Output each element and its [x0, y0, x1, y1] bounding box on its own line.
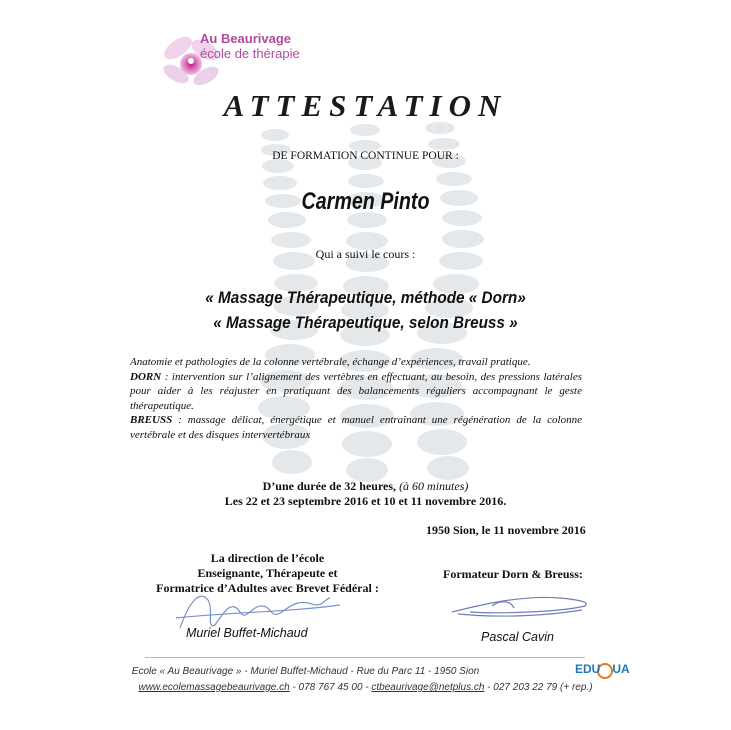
- footer-address: Ecole « Au Beaurivage » - Muriel Buffet-Michaud - Rue du Parc 11 - 1950 Sion: [131, 666, 480, 677]
- signature-pascal: [452, 597, 586, 616]
- website-link[interactable]: www.ecolemassagebeaurivage.ch: [138, 682, 290, 693]
- duration-main: D’une durée de 32 heures,: [262, 479, 397, 493]
- signature-muriel: [176, 596, 340, 628]
- duration-note: (à 60 minutes): [399, 479, 469, 493]
- footer-divider: [145, 657, 585, 658]
- phone-1: - 078 767 45 00 -: [289, 682, 372, 693]
- direction-label: La direction de l’école: [210, 551, 325, 565]
- certificate-subtitle: DE FORMATION CONTINUE POUR :: [272, 150, 459, 162]
- place-date: 1950 Sion, le 11 novembre 2016: [426, 523, 586, 537]
- direction-role: Enseignante, Thérapeute et: [197, 566, 338, 580]
- email-link[interactable]: ctbeaurivage@netplus.ch: [371, 682, 485, 693]
- course-description: [130, 355, 582, 442]
- course-title-2: « Massage Thérapeutique, selon Breuss »: [213, 313, 518, 332]
- breuss-text: : massage délicat, énergétique et manuel entraînant une régénération de la colonne vertébrale et des disques intervertébraux: [130, 414, 582, 441]
- footer-contact: [0, 682, 731, 693]
- eduqua-edu: EDU: [575, 662, 601, 676]
- course-dates: Les 22 et 23 septembre 2016 et 10 et 11 novembre 2016.: [224, 494, 507, 508]
- trainer-label: Formateur Dorn & Breuss:: [443, 567, 583, 581]
- dorn-text: : intervention sur l’alignement des vertèbres en effectuant, au besoin, des pressions latérales pour aider à les réajuster en pratiquant des balancements réguliers accompagnant le geste thérapeutique.: [130, 370, 582, 412]
- desc-breuss: [130, 413, 582, 442]
- phone-2: - 027 203 22 79 (+ rep.): [484, 682, 593, 693]
- eduqua-badge: [575, 662, 630, 676]
- course-title-1: « Massage Thérapeutique, méthode « Dorn»: [205, 288, 526, 307]
- desc-anatomy: Anatomie et pathologies de la colonne vertébrale, échange d’expériences, travail pratique.: [130, 356, 531, 368]
- signatory-muriel: Muriel Buffet-Michaud: [186, 626, 308, 640]
- direction-qualification: Formatrice d’Adultes avec Brevet Fédéral :: [156, 581, 379, 595]
- followed-course-label: Qui a suivi le cours :: [315, 247, 416, 261]
- signatory-pascal: Pascal Cavin: [481, 630, 554, 644]
- school-name: Au Beaurivage: [200, 31, 292, 46]
- school-subtitle: école de thérapie: [200, 46, 300, 61]
- breuss-label: BREUSS: [130, 414, 173, 426]
- eduqua-ua: UA: [612, 662, 630, 676]
- recipient-name: Carmen Pinto: [301, 188, 430, 215]
- certificate-title: ATTESTATION: [223, 88, 508, 123]
- duration: [0, 479, 731, 494]
- desc-dorn: [130, 370, 582, 414]
- dorn-label: DORN: [130, 370, 162, 383]
